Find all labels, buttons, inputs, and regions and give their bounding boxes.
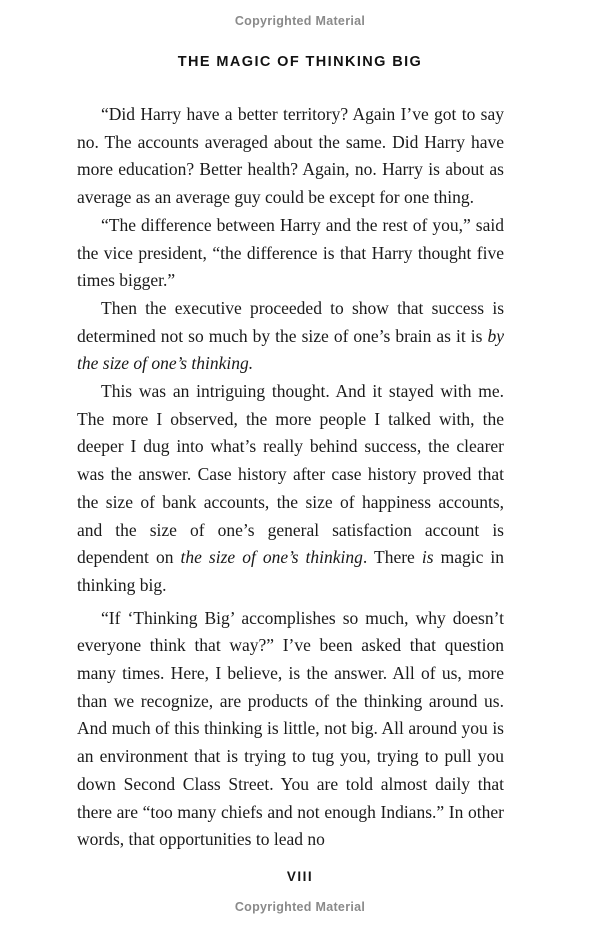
paragraph xyxy=(77,605,504,854)
running-header: THE MAGIC OF THINKING BIG xyxy=(177,54,423,70)
paragraph xyxy=(77,295,504,378)
text-run: “The difference between Harry and the rest of you,” said the vice president, “the difference is that Harry thought five times bigger.” xyxy=(77,214,504,291)
paragraph xyxy=(77,212,504,295)
text-run: “Did Harry have a better territory? Again I’ve got to say no. The accounts averaged about the same. Did Harry have more education? Better health? Again, no. Harry is about as average as an average guy could be except for one thing. xyxy=(77,104,504,208)
text-run: . There xyxy=(362,547,422,568)
paragraph xyxy=(77,101,504,212)
copyright-notice-top: Copyrighted Material xyxy=(234,14,366,28)
text-run: “If ‘Thinking Big’ accomplishes so much, why doesn’t everyone think that way?” I’ve been asked that question many times. Here, I believe, is the answer. All of us, more than we recognize, are products of the thinking around us. And much of this thinking is little, not big. All around you is an environment that is trying to tug you, trying to pull you down Second Class Street. You are told almost daily that there are “too many chiefs and not enough Indians.” In other words, that opportunities to lead no xyxy=(77,607,504,850)
italic-text-run: is xyxy=(421,547,434,568)
italic-text-run: the size of one’s thinking xyxy=(180,547,363,568)
page-number: VIII xyxy=(286,869,314,884)
text-run: This was an intriguing thought. And it stayed with me. The more I observed, the more people I talked with, the deeper I dug into what’s really behind success, the clearer was the answer. Case history after case history proved that the size of bank accounts, the size of happiness accounts, and the size of one’s general satisfaction account is dependent on xyxy=(77,381,504,568)
text-run: magic in thinking big. xyxy=(77,547,504,595)
copyright-notice-bottom: Copyrighted Material xyxy=(234,900,366,914)
paragraph xyxy=(77,378,504,600)
italic-text-run: by the size of one’s thinking. xyxy=(77,325,504,374)
text-run: Then the executive proceeded to show that success is determined not so much by the size of one’s brain as it is xyxy=(77,297,504,346)
body-text xyxy=(77,101,504,854)
